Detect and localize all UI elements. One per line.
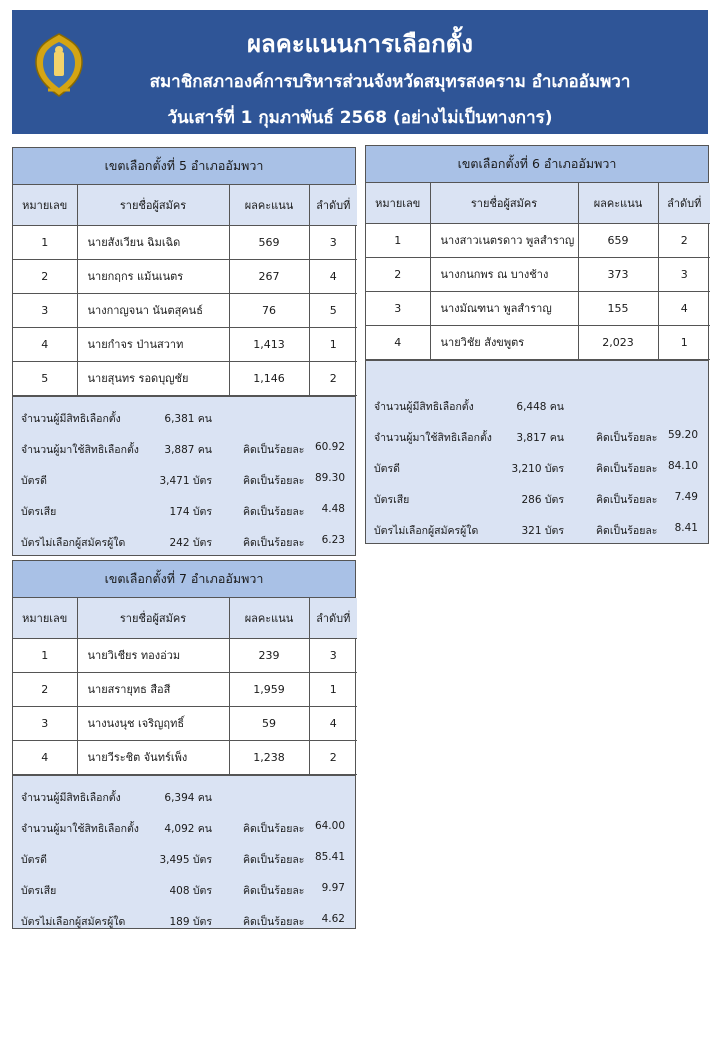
candidate-number: 1 [13,638,77,672]
summary-row-no-vote [13,904,355,935]
percent-label: คิดเป็นร้อยละ [596,493,658,506]
percent-value: 84.10 [667,459,698,472]
summary-value: 4,092 คน [164,822,212,835]
candidate-number: 4 [13,740,77,774]
percent-label: คิดเป็นร้อยละ [243,443,305,456]
candidate-score: 2,023 [578,325,658,359]
candidate-score: 1,146 [229,361,309,395]
summary-label: จำนวนผู้มาใช้สิทธิเลือกตั้ง [21,443,139,456]
table-row [13,706,357,740]
candidate-rank: 4 [658,291,710,325]
candidate-table [13,598,357,775]
candidate-name: นางมัณฑนา พูลสำราญ [430,291,578,325]
percent-value: 64.00 [314,819,345,832]
summary-value: 3,817 คน [516,431,564,444]
percent-label: คิดเป็นร้อยละ [243,474,305,487]
summary-row-eligible [13,401,355,432]
summary-value: 286 บัตร [521,493,564,506]
column-header-score: ผลคะแนน [578,183,658,223]
summary-label: บัตรเสีย [374,493,410,506]
candidate-rank: 1 [658,325,710,359]
candidate-score: 1,238 [229,740,309,774]
candidate-name: นายวีระชิต จันทร์เพ็ง [77,740,229,774]
summary-label: บัตรดี [21,474,47,487]
summary-label: บัตรไม่เลือกผู้สมัครผู้ใด [374,524,479,537]
candidate-rank: 4 [309,259,357,293]
percent-label: คิดเป็นร้อยละ [243,505,305,518]
candidate-rank: 1 [309,672,357,706]
percent-value: 89.30 [314,471,345,484]
candidate-number: 2 [13,672,77,706]
candidate-score: 659 [578,223,658,257]
percent-label: คิดเป็นร้อยละ [243,853,305,866]
candidate-name: นางนงนุช เจริญฤทธิ์ [77,706,229,740]
summary-row-no-vote [13,525,355,556]
candidate-score: 59 [229,706,309,740]
summary-label: จำนวนผู้มีสิทธิเลือกตั้ง [21,791,121,804]
summary-row-spoiled [366,482,708,513]
summary-row-good [13,842,355,873]
percent-label: คิดเป็นร้อยละ [596,524,658,537]
column-header-number: หมายเลข [13,185,77,225]
percent-label: คิดเป็นร้อยละ [243,915,305,928]
candidate-rank: 2 [658,223,710,257]
candidate-name: นางกนกพร ณ บางช้าง [430,257,578,291]
candidate-score: 76 [229,293,309,327]
column-header-number: หมายเลข [366,183,430,223]
district-title: เขตเลือกตั้งที่ 7 อำเภออัมพวา [13,561,355,598]
summary-value: 3,471 บัตร [159,474,212,487]
candidate-score: 373 [578,257,658,291]
district-summary [366,360,708,543]
candidate-table [13,185,357,396]
summary-row-no-vote [366,513,708,544]
table-row [13,672,357,706]
candidate-number: 1 [366,223,430,257]
summary-label: บัตรไม่เลือกผู้สมัครผู้ใด [21,915,126,928]
candidate-name: นายสังเวียน ฉิมเฉิด [77,225,229,259]
summary-label: จำนวนผู้มาใช้สิทธิเลือกตั้ง [21,822,139,835]
percent-value: 9.97 [321,881,345,894]
candidate-name: นายสุนทร รอดบุญชัย [77,361,229,395]
election-date: วันเสาร์ที่ 1 กุมภาพันธ์ 2568 (อย่างไม่เป็นทางการ) [167,108,553,128]
percent-label: คิดเป็นร้อยละ [243,536,305,549]
candidate-number: 3 [13,293,77,327]
candidate-name: นายกำจร ป่านสวาท [77,327,229,361]
table-row [13,638,357,672]
candidate-score: 569 [229,225,309,259]
candidate-rank: 2 [309,361,357,395]
summary-row-spoiled [13,873,355,904]
column-header-score: ผลคะแนน [229,598,309,638]
table-row [366,325,710,359]
candidate-number: 5 [13,361,77,395]
candidate-score: 1,413 [229,327,309,361]
candidate-number: 2 [13,259,77,293]
summary-row-eligible [13,780,355,811]
candidate-name: นายวิชัย สังขพูตร [430,325,578,359]
candidate-number: 3 [366,291,430,325]
summary-value: 321 บัตร [521,524,564,537]
percent-label: คิดเป็นร้อยละ [596,431,658,444]
summary-value: 6,381 คน [164,412,212,425]
candidate-number: 4 [13,327,77,361]
summary-value: 408 บัตร [169,884,212,897]
summary-row-good [366,451,708,482]
summary-label: บัตรดี [21,853,47,866]
table-row [13,293,357,327]
summary-row-eligible [366,389,708,420]
candidate-name: นายวิเชียร ทองอ่วม [77,638,229,672]
candidate-score: 155 [578,291,658,325]
percent-label: คิดเป็นร้อยละ [243,822,305,835]
table-row [13,327,357,361]
summary-value: 189 บัตร [169,915,212,928]
candidate-rank: 3 [309,638,357,672]
percent-value: 6.23 [321,533,345,546]
candidate-rank: 1 [309,327,357,361]
summary-value: 3,887 คน [164,443,212,456]
column-header-rank: ลำดับที่ [309,185,357,225]
district-title: เขตเลือกตั้งที่ 5 อำเภออัมพวา [13,148,355,185]
column-header-score: ผลคะแนน [229,185,309,225]
column-header-number: หมายเลข [13,598,77,638]
candidate-rank: 2 [309,740,357,774]
district-summary [13,396,355,555]
table-row [13,259,357,293]
summary-row-good [13,463,355,494]
candidate-name: นางสาวเนตรดาว พูลสำราญ [430,223,578,257]
percent-label: คิดเป็นร้อยละ [596,462,658,475]
district-title: เขตเลือกตั้งที่ 6 อำเภออัมพวา [366,146,708,183]
percent-value: 60.92 [314,440,345,453]
page-subtitle: สมาชิกสภาองค์การบริหารส่วนจังหวัดสมุทรสงคราม อำเภออัมพวา [149,72,631,92]
candidate-table [366,183,710,360]
candidate-name: นายสรายุทธ สือสี [77,672,229,706]
summary-row-voted [13,811,355,842]
district-6-block [365,145,709,544]
table-row [366,291,710,325]
candidate-number: 3 [13,706,77,740]
summary-label: จำนวนผู้มีสิทธิเลือกตั้ง [21,412,121,425]
summary-row-spoiled [13,494,355,525]
table-row [366,223,710,257]
summary-row-voted [366,420,708,451]
summary-value: 3,495 บัตร [159,853,212,866]
candidate-rank: 3 [309,225,357,259]
candidate-rank: 4 [309,706,357,740]
summary-label: จำนวนผู้มาใช้สิทธิเลือกตั้ง [374,431,492,444]
page-header [12,10,708,134]
summary-row-voted [13,432,355,463]
candidate-score: 239 [229,638,309,672]
summary-label: จำนวนผู้มีสิทธิเลือกตั้ง [374,400,474,413]
district-5-block [12,147,356,556]
candidate-number: 2 [366,257,430,291]
table-row [13,740,357,774]
district-summary [13,775,355,928]
column-header-rank: ลำดับที่ [309,598,357,638]
candidate-name: นางกาญจนา นันตสุคนธ์ [77,293,229,327]
column-header-candidate: รายชื่อผู้สมัคร [77,185,229,225]
percent-value: 8.41 [674,521,698,534]
candidate-rank: 5 [309,293,357,327]
table-header-row [366,183,710,223]
summary-value: 6,448 คน [516,400,564,413]
summary-value: 242 บัตร [169,536,212,549]
summary-value: 6,394 คน [164,791,212,804]
summary-value: 174 บัตร [169,505,212,518]
candidate-number: 1 [13,225,77,259]
summary-label: บัตรเสีย [21,505,57,518]
table-header-row [13,598,357,638]
summary-label: บัตรดี [374,462,400,475]
candidate-score: 1,959 [229,672,309,706]
percent-label: คิดเป็นร้อยละ [243,884,305,897]
page-title: ผลคะแนนการเลือกตั้ง [246,30,474,58]
percent-value: 59.20 [667,428,698,441]
candidate-number: 4 [366,325,430,359]
table-row [366,257,710,291]
column-header-candidate: รายชื่อผู้สมัคร [77,598,229,638]
table-row [13,361,357,395]
candidate-rank: 3 [658,257,710,291]
candidate-score: 267 [229,259,309,293]
percent-value: 7.49 [674,490,698,503]
column-header-candidate: รายชื่อผู้สมัคร [430,183,578,223]
percent-value: 4.48 [321,502,345,515]
percent-value: 85.41 [314,850,345,863]
table-row [13,225,357,259]
summary-value: 3,210 บัตร [511,462,564,475]
district-7-block [12,560,356,929]
percent-value: 4.62 [321,912,345,925]
column-header-rank: ลำดับที่ [658,183,710,223]
summary-label: บัตรเสีย [21,884,57,897]
table-header-row [13,185,357,225]
summary-label: บัตรไม่เลือกผู้สมัครผู้ใด [21,536,126,549]
candidate-name: นายกฤกร แม้นเนตร [77,259,229,293]
